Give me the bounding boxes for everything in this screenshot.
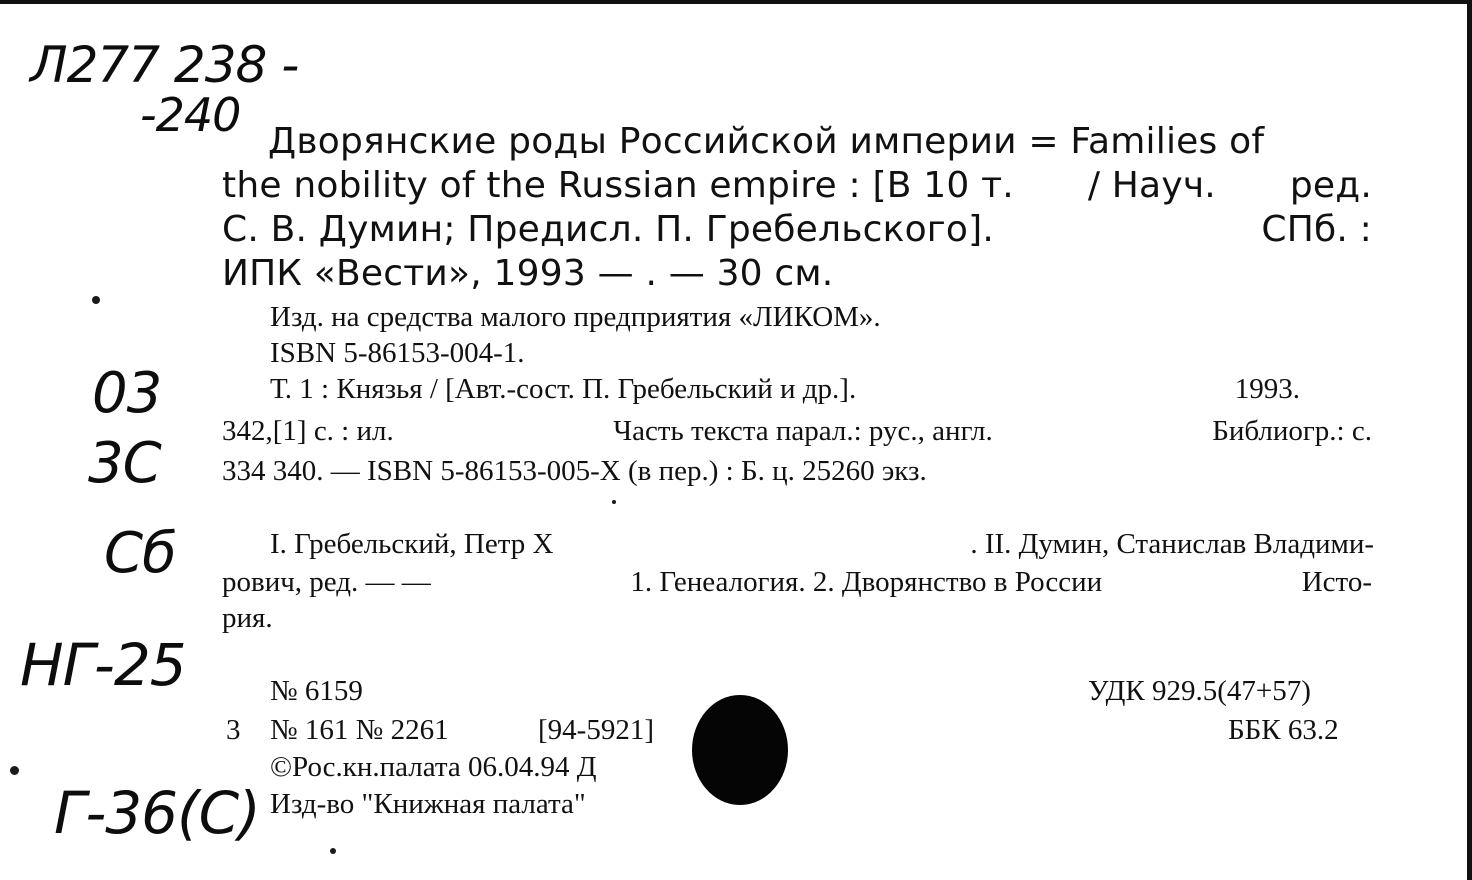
ink-blot <box>692 695 788 805</box>
tracing-line-2-right: Исто- <box>1301 566 1372 598</box>
handwritten-mark-cb: Сб <box>104 521 176 586</box>
isbn-set: ISBN 5-86153-004-1. <box>270 337 525 369</box>
handwritten-mark-ng25: НГ-25 <box>20 631 186 699</box>
handwritten-call-number: Л277 238 - <box>30 36 299 94</box>
ink-speck <box>612 500 616 504</box>
copyright-line: ©Рос.кн.палата 06.04.94 Д <box>270 751 597 783</box>
volume-line-1 <box>270 375 1300 404</box>
card-top-edge <box>0 0 1472 4</box>
footer-section: 3 <box>226 714 241 746</box>
udc-index: УДК 929.5(47+57) <box>1088 675 1311 707</box>
volume-line-3: 334 340. — ISBN 5-86153-005-Х (в пер.) : Б. ц. 25260 экз. <box>222 455 927 487</box>
tracing-line-2 <box>222 568 1372 597</box>
handwritten-mark-g36c: Г-36(С) <box>54 779 260 847</box>
handwritten-mark-3c: 3С <box>88 431 161 496</box>
footer-order-code: [94-5921] <box>538 714 654 746</box>
footer-numbers: № 161 № 2261 <box>270 714 449 746</box>
volume-line-2-left: 342,[1] с. : ил. <box>222 415 394 447</box>
volume-line-2-right: Библиогр.: с. <box>1212 415 1372 447</box>
handwritten-mark-03: 03 <box>92 361 162 426</box>
bbk-index: ББК 63.2 <box>1228 714 1339 746</box>
tracing-line-1-left: I. Гребельский, Петр Х <box>270 528 554 560</box>
publisher-line: Изд-во "Книжная палата" <box>270 788 586 820</box>
publisher-note: Изд. на средства малого предприятия «ЛИКОМ». <box>270 301 881 333</box>
entry-title-line-1: Дворянские роды Российской империи = Families of <box>268 121 1265 162</box>
volume-line-2-mid: Часть текста парал.: рус., англ. <box>613 415 993 447</box>
entry-line-2-mid: / Науч. <box>1087 165 1216 206</box>
volume-line-1-right: 1993. <box>1234 373 1300 405</box>
entry-line-3-right: СПб. : <box>1261 209 1372 250</box>
ink-speck <box>330 848 336 854</box>
tracing-line-1-right: . II. Думин, Станислав Владими- <box>970 528 1374 560</box>
tracing-line-3: рия. <box>222 602 273 634</box>
entry-imprint-line: ИПК «Вести», 1993 — . — 30 см. <box>222 253 834 294</box>
entry-line-3-left: С. В. Думин; Предисл. П. Гребельского]. <box>222 209 995 250</box>
ink-speck <box>10 766 19 775</box>
volume-line-2 <box>222 417 1372 446</box>
volume-line-1-left: Т. 1 : Князья / [Авт.-сост. П. Гребельский и др.]. <box>270 373 857 405</box>
tracing-line-2-mid: 1. Генеалогия. 2. Дворянство в России <box>630 566 1103 598</box>
ink-speck <box>92 296 100 304</box>
tracing-line-2-left: рович, ред. — — <box>222 566 431 598</box>
card-right-edge <box>1467 0 1472 880</box>
entry-line-2-right: ред. <box>1289 165 1372 206</box>
record-number: № 6159 <box>270 675 363 707</box>
entry-line-2-left: the nobility of the Russian empire : [В 10 т. <box>222 165 1014 206</box>
entry-title-line-3 <box>222 209 1372 250</box>
handwritten-call-number-cont: -240 <box>140 88 241 142</box>
entry-title-line-2 <box>222 165 1372 206</box>
tracing-line-1 <box>270 530 1374 559</box>
